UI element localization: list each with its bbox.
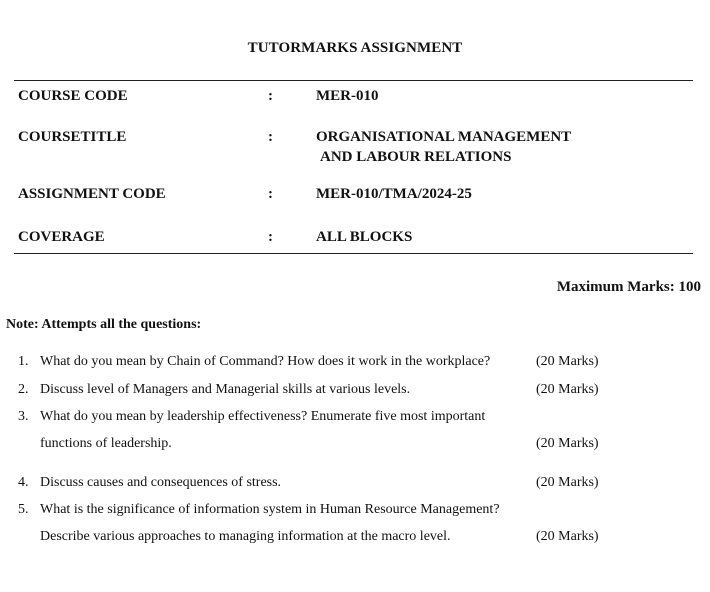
field-value-line: AND LABOUR RELATIONS	[320, 149, 512, 165]
field-colon: :	[268, 229, 273, 245]
question-text	[40, 500, 526, 547]
maximum-marks: Maximum Marks: 100	[556, 279, 701, 295]
question-line: What is the significance of information system in Human Resource Management?	[40, 502, 500, 517]
field-label: ASSIGNMENT CODE	[18, 186, 166, 202]
question-text	[40, 352, 526, 372]
question-line: Discuss level of Managers and Managerial skills at various levels.	[40, 382, 411, 397]
field-value-line: MER-010/TMA/2024-25	[316, 186, 472, 202]
question-line: functions of leadership.	[40, 436, 172, 451]
question-text	[40, 380, 526, 400]
question-line: What do you mean by leadership effectiveness? Enumerate five most important	[40, 409, 486, 424]
question-number: 4.	[18, 475, 29, 490]
question-marks: (20 Marks)	[536, 436, 599, 451]
question-number: 1.	[18, 354, 29, 369]
document-title: TUTORMARKS ASSIGNMENT	[247, 40, 463, 56]
question-text	[40, 473, 526, 493]
question-number: 2.	[18, 382, 29, 397]
field-label: COURSE CODE	[18, 88, 128, 104]
field-value-line: ALL BLOCKS	[316, 229, 413, 245]
instructions-note: Note: Attempts all the questions:	[6, 317, 202, 332]
question-marks: (20 Marks)	[536, 382, 599, 397]
question-line: What do you mean by Chain of Command? How does it work in the workplace?	[40, 354, 491, 369]
question-number: 5.	[18, 502, 29, 517]
question-number: 3.	[18, 409, 29, 424]
question-marks: (20 Marks)	[536, 354, 599, 369]
question-text	[40, 407, 526, 454]
question-marks: (20 Marks)	[536, 475, 599, 490]
field-colon: :	[268, 129, 273, 145]
question-line: Discuss causes and consequences of stress.	[40, 475, 282, 490]
field-label: COVERAGE	[18, 229, 105, 245]
field-value-line: MER-010	[316, 88, 379, 104]
field-colon: :	[268, 186, 273, 202]
field-value-line: ORGANISATIONAL MANAGEMENT	[316, 129, 572, 145]
question-line: Describe various approaches to managing information at the macro level.	[40, 529, 451, 544]
field-colon: :	[268, 88, 273, 104]
question-marks: (20 Marks)	[536, 529, 599, 544]
field-label: COURSETITLE	[18, 129, 127, 145]
